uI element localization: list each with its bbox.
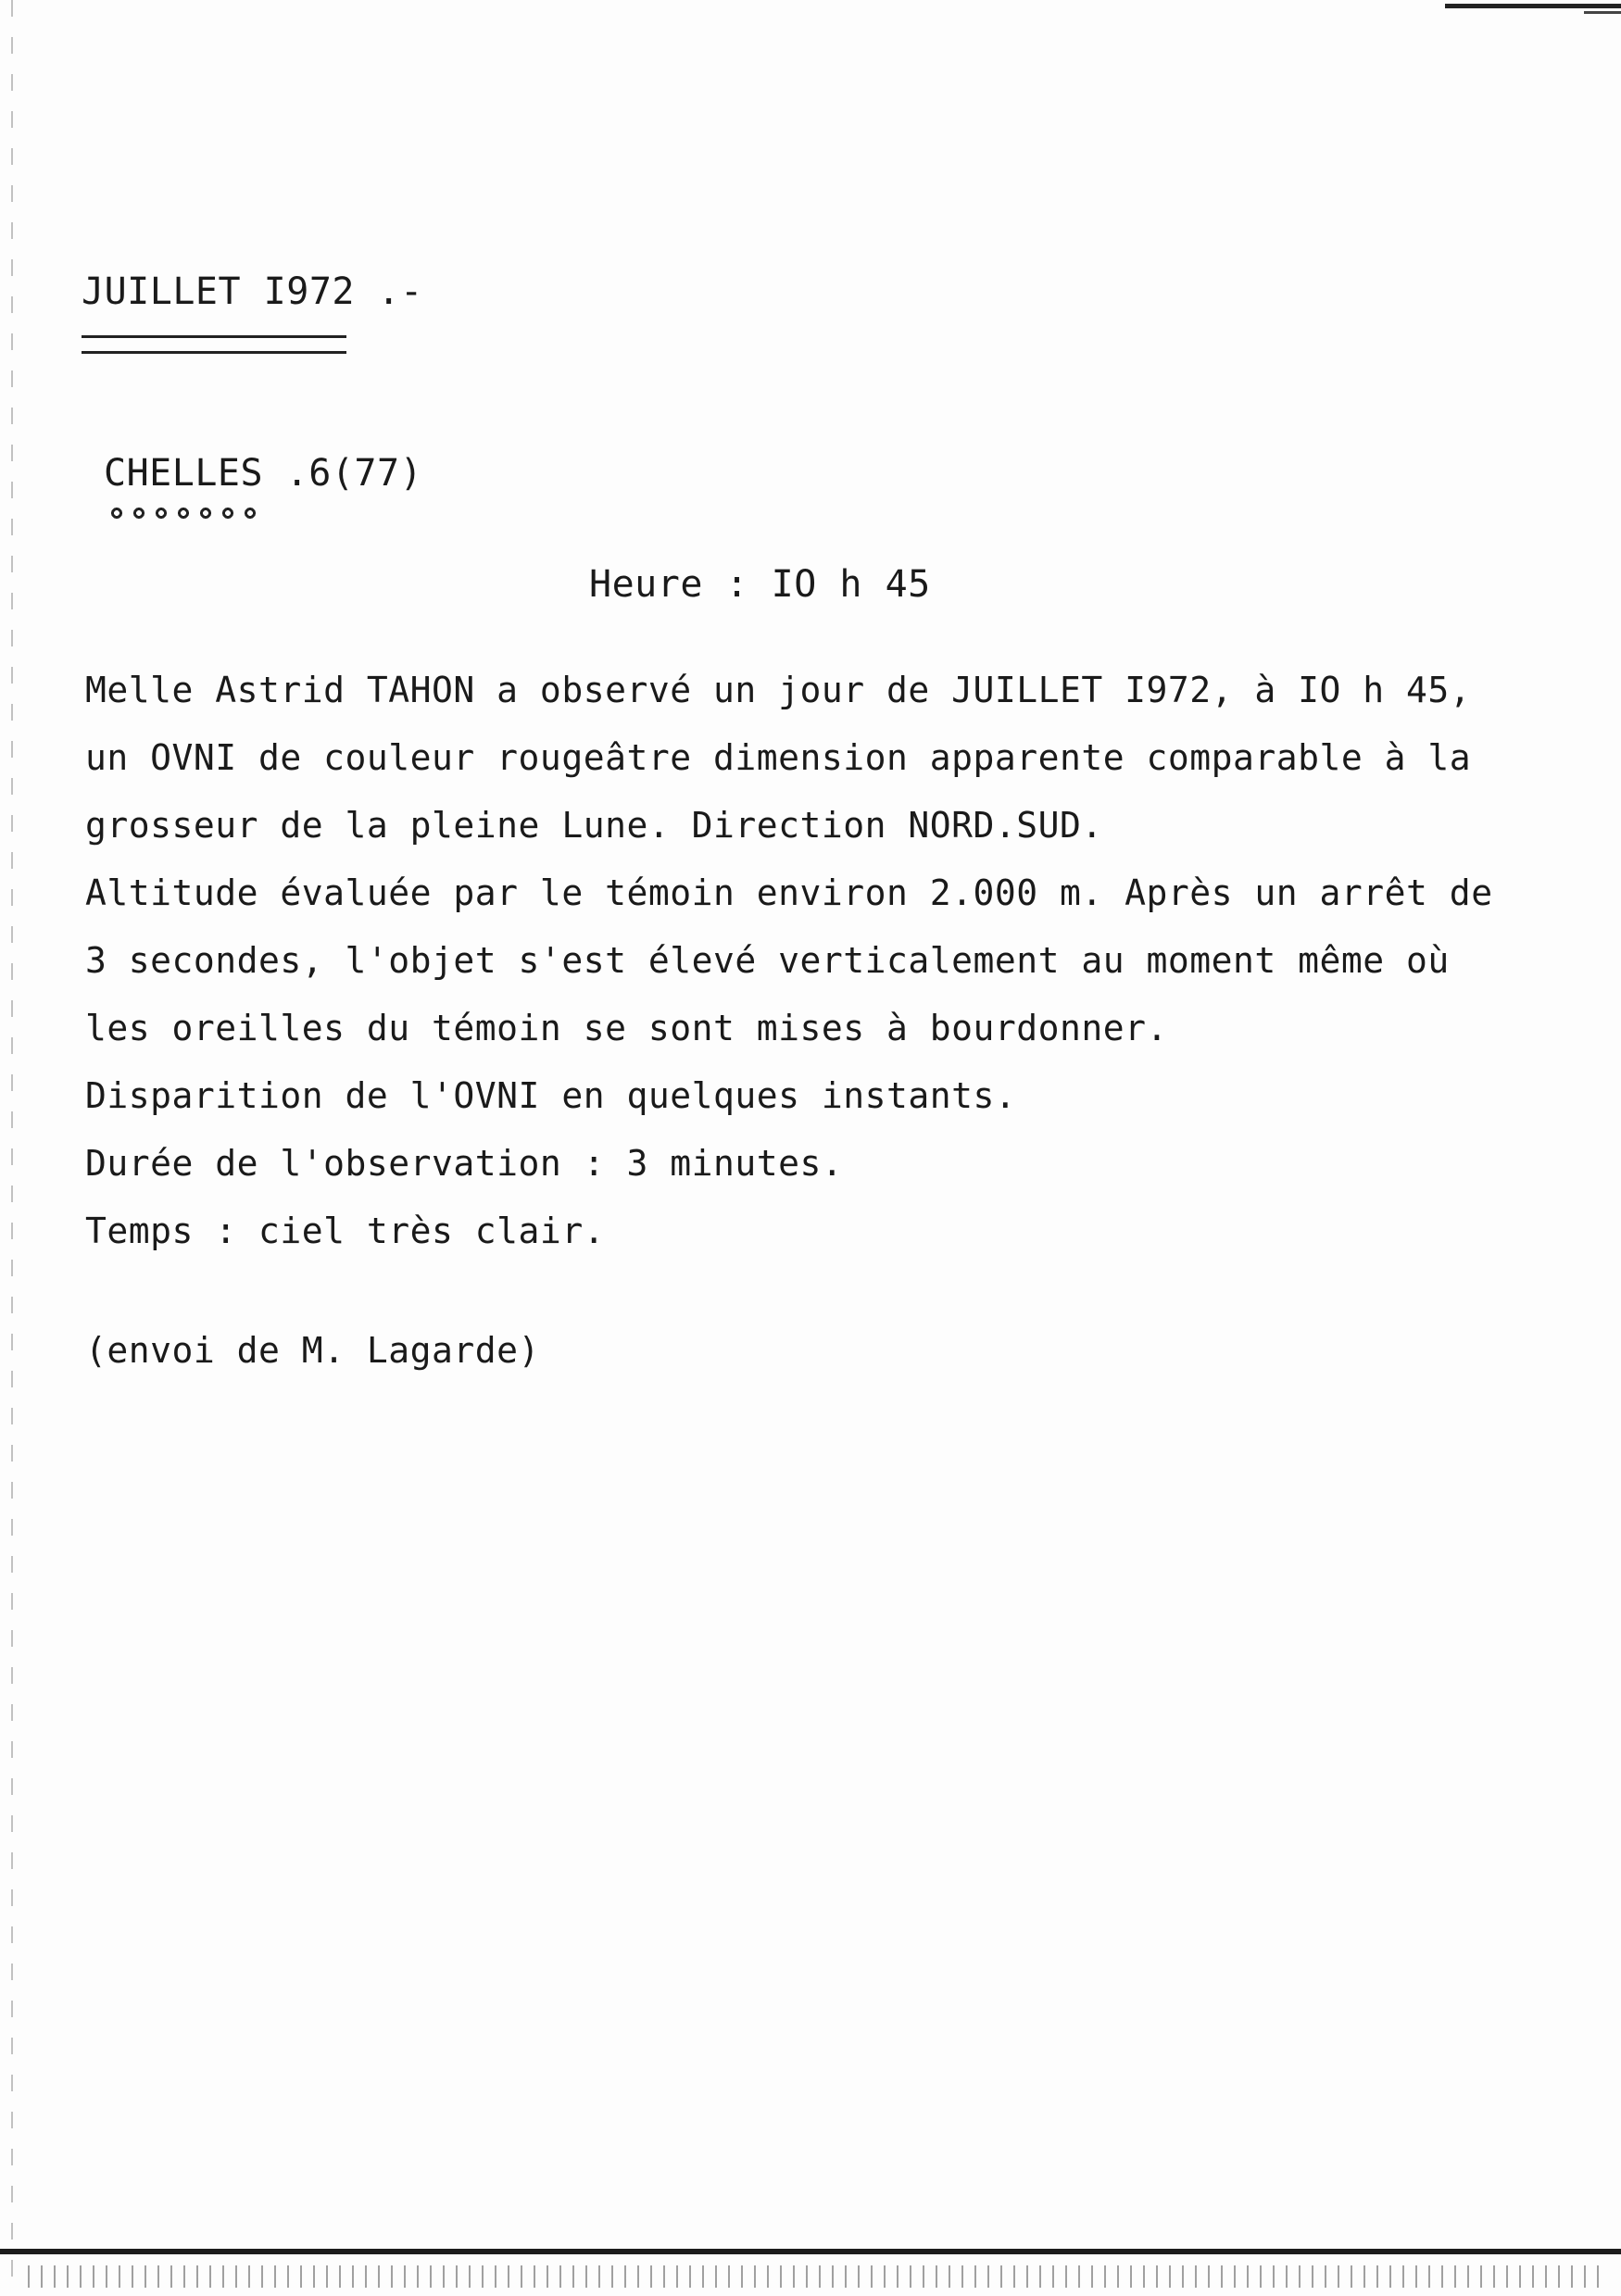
body-line: Altitude évaluée par le témoin environ 2.000 m. Après un arrêt de xyxy=(85,872,1493,913)
document-heading: JUILLET I972 .- xyxy=(82,270,423,313)
body-line: Melle Astrid TAHON a observé un jour de JUILLET I972, à IO h 45, xyxy=(85,670,1472,710)
body-line: les oreilles du témoin se sont mises à bourdonner. xyxy=(85,1008,1168,1048)
body-line: grosseur de la pleine Lune. Direction NORD.SUD. xyxy=(85,805,1103,846)
scan-top-rule-short xyxy=(1584,11,1621,14)
heading-double-underline xyxy=(82,335,346,354)
body-line: Disparition de l'OVNI en quelques instants. xyxy=(85,1075,1017,1116)
place-name: CHELLES .6(77) xyxy=(104,452,423,495)
scan-bottom-rule xyxy=(0,2249,1621,2254)
scan-top-rule xyxy=(1445,4,1621,8)
scan-bottom-ticks xyxy=(28,2265,1602,2288)
body-line: un OVNI de couleur rougeâtre dimension apparente comparable à la xyxy=(85,737,1472,778)
body-line: Durée de l'observation : 3 minutes. xyxy=(85,1143,844,1184)
scan-left-edge xyxy=(11,0,13,2296)
place-dotted-underline xyxy=(106,506,263,521)
body-line: Temps : ciel très clair. xyxy=(85,1211,606,1251)
observation-hour: Heure : IO h 45 xyxy=(589,563,931,606)
body-line: 3 secondes, l'objet s'est élevé verticalement au moment même où xyxy=(85,940,1450,981)
document-credit: (envoi de M. Lagarde) xyxy=(85,1330,540,1371)
